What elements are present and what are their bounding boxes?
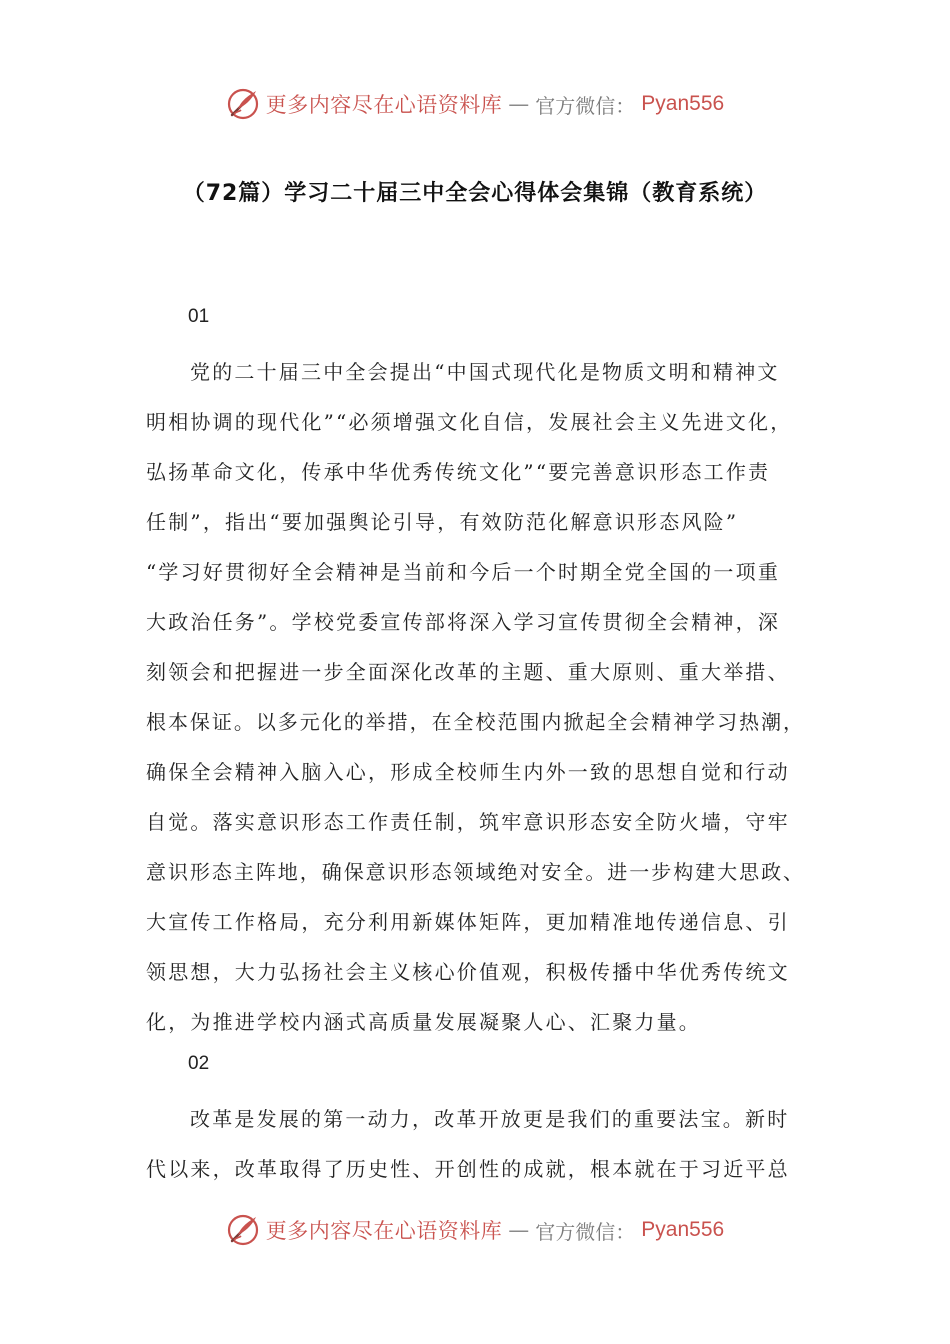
paragraph-line: 大宣传工作格局，充分利用新媒体矩阵，更加精准地传递信息、引 [146,910,790,934]
watermark-label: 官方微信： [535,93,636,118]
paragraph-line: 确保全会精神入脑入心，形成全校师生内外一致的思想自觉和行动 [146,760,790,784]
footer-watermark [0,1210,950,1250]
quill-pen-logo-icon [226,87,260,121]
paragraph-line: 意识形态主阵地，确保意识形态领域绝对安全。进一步构建大思政、 [146,860,805,884]
paragraph-line: “学习好贯彻好全会精神是当前和今后一个时期全党全国的一项重 [146,560,781,584]
paragraph-line: 弘扬革命文化，传承中华优秀传统文化”“要完善意识形态工作责 [146,460,771,484]
paragraph-line: 刻领会和把握进一步全面深化改革的主题、重大原则、重大举措、 [146,660,790,684]
paragraph-line: 根本保证。以多元化的举措，在全校范围内掀起全会精神学习热潮， [146,710,805,734]
watermark-dash: — [508,1218,530,1242]
watermark-label: 官方微信： [535,1219,636,1244]
paragraph-line: 党的二十届三中全会提出“中国式现代化是物质文明和精神文 [190,360,780,384]
header-watermark [0,84,950,124]
watermark-wechat-id: Pyan556 [641,1218,725,1241]
paragraph-line: 代以来，改革取得了历史性、开创性的成就，根本就在于习近平总 [146,1157,790,1181]
paragraph-line: 改革是发展的第一动力，改革开放更是我们的重要法宝。新时 [190,1107,790,1131]
paragraph-line: 领思想，大力弘扬社会主义核心价值观，积极传播中华优秀传统文 [146,960,790,984]
quill-pen-logo-icon [226,1213,260,1247]
paragraph-line: 自觉。落实意识形态工作责任制，筑牢意识形态安全防火墙，守牢 [146,810,790,834]
watermark-dash: — [508,92,530,116]
watermark-brand: 更多内容尽在心语资料库 [265,93,503,117]
paragraph-line: 任制”，指出“要加强舆论引导，有效防范化解意识形态风险” [146,510,739,534]
paragraph-line: 大政治任务”。学校党委宣传部将深入学习宣传贯彻全会精神，深 [146,610,781,634]
paragraph-line: 化，为推进学校内涵式高质量发展凝聚人心、汇聚力量。 [146,1010,701,1034]
document-title: （72篇）学习二十届三中全会心得体会集锦（教育系统） [182,181,768,206]
section-number: 02 [188,1053,210,1074]
watermark-brand: 更多内容尽在心语资料库 [265,1219,503,1243]
watermark-wechat-id: Pyan556 [641,92,725,115]
section-number: 01 [188,306,210,327]
paragraph-line: 明相协调的现代化”“必须增强文化自信，发展社会主义先进文化， [146,410,793,434]
